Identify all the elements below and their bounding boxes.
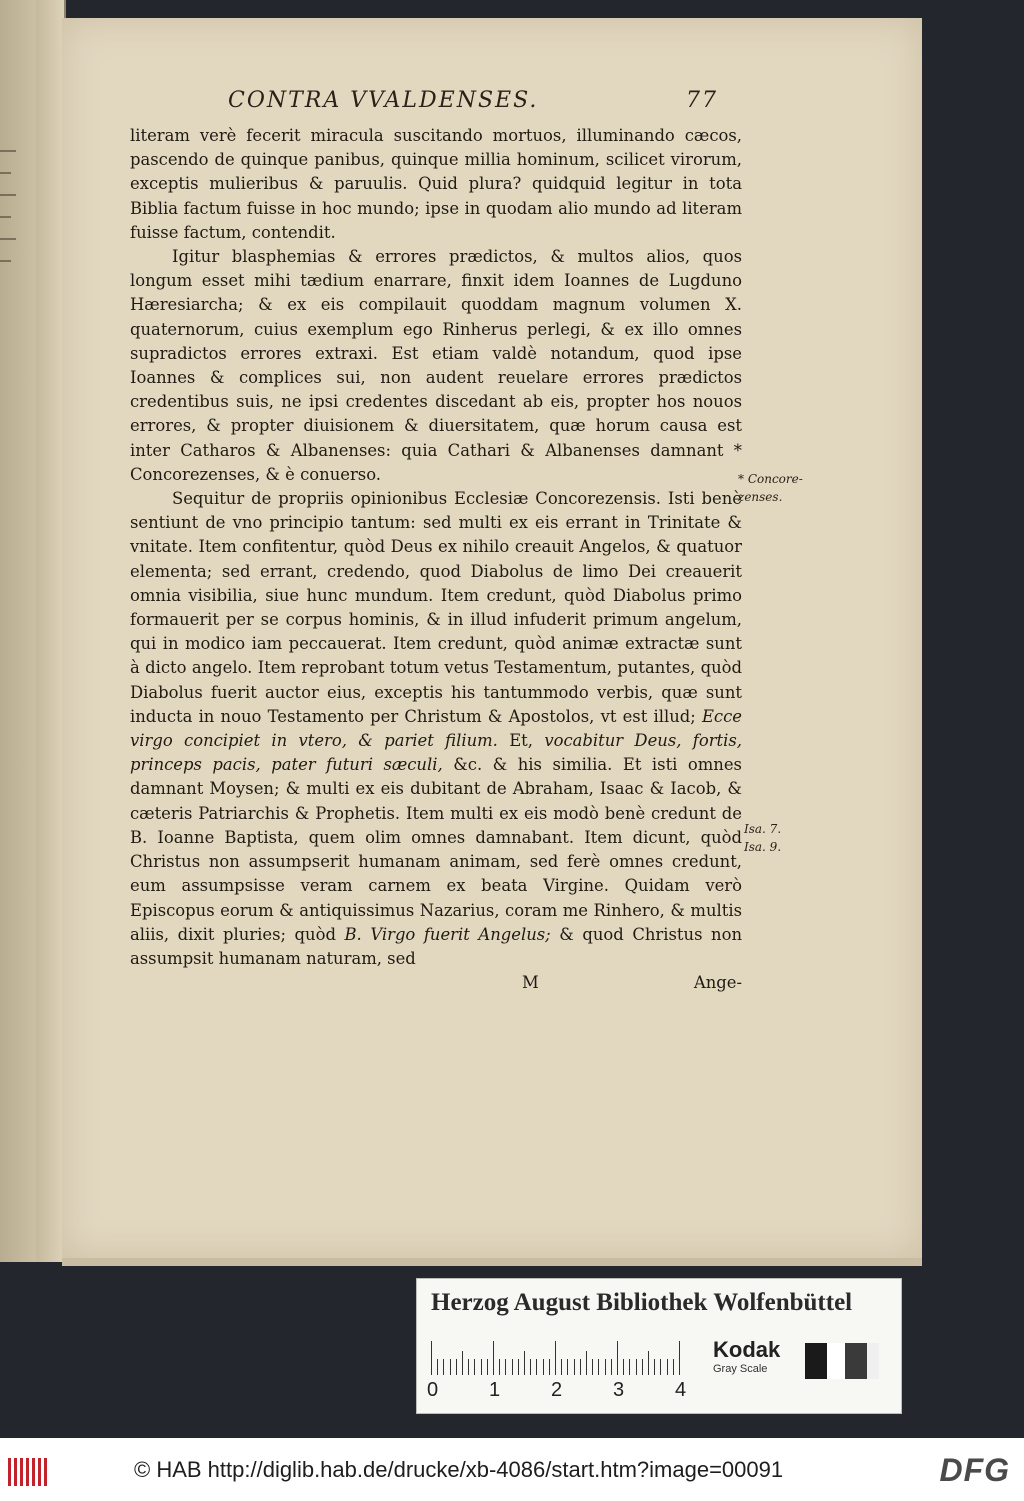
- running-head: CONTRA VVALDENSES.: [228, 88, 539, 113]
- ruler-tick: [468, 1359, 469, 1375]
- ruler-tick: [431, 1341, 432, 1375]
- signature-mark: M: [522, 973, 539, 993]
- ruler-number: 3: [613, 1379, 625, 1401]
- ruler-tick: [555, 1341, 556, 1375]
- margin-note-isaiah: Isa. 7. Isa. 9.: [744, 822, 782, 854]
- kodak-brand: Kodak: [713, 1337, 781, 1362]
- swatch-light: [867, 1343, 879, 1379]
- ruler-tick: [574, 1359, 575, 1375]
- mid-text: Et,: [509, 731, 533, 751]
- ruler-tick: [530, 1359, 531, 1375]
- paragraph-3-start: Sequitur de propriis opinionibus Ecclesiæ Concorezensis. Isti benè sentiunt de vno principio tantum: sed multi ex eis errant in Trinitate & vnitate. Item confitentur, quòd Deus ex nihilo creauit Angelos, & quatuor elementa; sed errant, credendo, quod Diabolus de limo Dei creauerit omnia visibilia, siue hunc mundum. Item credunt, quòd Diabolus primo formauerit per se corpus hominis, & in illud infuderit primum angelum, qui in modico iam peccauerat. Item credunt, quòd animæ extractæ sunt à dicto angelo. Item reprobant totum vetus Testamentum, putantes, quòd Diabolus fuerit auctor eius, exceptis his tantummodo verbis, quæ sunt inducta in nouo Testamento per Christum & Apostolos, vt est illud;: [130, 489, 742, 726]
- library-name: Herzog August Bibliothek Wolfenbüttel: [431, 1289, 853, 1316]
- ruler-tick: [598, 1359, 599, 1375]
- ruler-tick: [536, 1359, 537, 1375]
- paragraph-1: literam verè fecerit miracula suscitando mortuos, illuminando cæcos, pascendo de quinque panibus, quinque millia hominum, scilicet virorum, exceptis mulieribus & paruulis. Quid plura? quidquid legitur in tota Biblia factum fuisse in hoc mundo; ipse in quodam alio mundo ad literam fuisse factum, contendit.: [130, 126, 742, 242]
- ruler-tick: [443, 1359, 444, 1375]
- ruler-tick: [481, 1359, 482, 1375]
- ruler-tick: [605, 1359, 606, 1375]
- hab-logo-icon: [8, 1458, 50, 1486]
- paragraph-3-end: & quod Christus non assumpsit humanam naturam, sed: [130, 924, 742, 968]
- ruler-number: 4: [675, 1379, 687, 1401]
- ruler-tick: [660, 1359, 661, 1375]
- ruler-tick: [524, 1351, 525, 1375]
- swatch-black: [805, 1343, 827, 1379]
- ruler-tick: [648, 1351, 649, 1375]
- ruler-tick: [549, 1359, 550, 1375]
- ruler-tick: [673, 1359, 674, 1375]
- signature-line: [130, 971, 742, 995]
- ruler-tick: [437, 1359, 438, 1375]
- ruler-number: 0: [427, 1379, 439, 1401]
- gray-scale-caption: Gray Scale: [713, 1363, 768, 1375]
- page-header: [228, 88, 718, 122]
- ruler-tick: [642, 1359, 643, 1375]
- copyright-url[interactable]: © HAB http://diglib.hab.de/drucke/xb-4086/start.htm?image=00091: [134, 1457, 784, 1482]
- ruler-tick: [611, 1359, 612, 1375]
- ruler-tick: [636, 1359, 637, 1375]
- ruler-tick: [629, 1359, 630, 1375]
- footer-bar: [0, 1438, 1024, 1501]
- paragraph-3-middle: &c. & his similia. Et isti omnes damnant Moysen; & multi ex eis dubitant de Abraham, Isaac & Iacob, & cæteris Patriarchis & Prophetis. Item multi ex eis modò benè credunt de B. Ioanne Baptista, quem olim omnes damnabant. Item dicunt, quòd Christus non assumpserit humanam animam, sed ferè omnes credunt, eum assumpsisse veram carnem ex beata Virgine. Quidam verò Episcopus eorum & antiquissimus Nazarius, coram me Rinhero, & multis aliis, dixit pluries; quòd: [130, 755, 742, 944]
- paragraph-2: Igitur blasphemias & errores prædictos, & multos alios, quos longum esset mihi tædium enarrare, finxit idem Ioannes de Lugduno Hæresiarcha; & ex eis compilauit quoddam magnum volumen X. quaternorum, cuius exemplum ego Rinherus perlegi, & ex illo omnes supradictos errores extraxi. Est etiam valdè notandum, quod ipse Ioannes & complices sui, non audent reuelare errores prædictos credentibus suis, ne ipsi credentes discedant ab eis, propter hos nouos errores, & propter diuisionem & diuersitatem, quæ horum causa est inter Catharos & Albanenses: quia Cathari & Albanenses damnant * Concorezenses, & è conuerso.: [130, 247, 742, 484]
- ruler-tick: [543, 1359, 544, 1375]
- ruler-tick: [623, 1359, 624, 1375]
- ruler-tick: [561, 1359, 562, 1375]
- ruler-tick: [474, 1359, 475, 1375]
- ruler-tick: [592, 1359, 593, 1375]
- ruler-tick: [667, 1359, 668, 1375]
- page-bottom-edge: [62, 1258, 922, 1266]
- ruler-numbers: [427, 1379, 697, 1405]
- ruler-tick: [450, 1359, 451, 1375]
- ruler-tick: [512, 1359, 513, 1375]
- quote-isaiah-9: vocabitur Deus, fortis, princeps pacis, pater futuri sæculi,: [130, 731, 742, 775]
- ruler-tick: [580, 1359, 581, 1375]
- ruler-tick: [456, 1359, 457, 1375]
- ruler-tick: [505, 1359, 506, 1375]
- folio-number: 77: [686, 88, 718, 113]
- ruler-tick: [567, 1359, 568, 1375]
- ruler-tick: [462, 1351, 463, 1375]
- bleed-through-marks: [0, 130, 26, 282]
- ruler-number: 2: [551, 1379, 563, 1401]
- ruler-tick: [617, 1341, 618, 1375]
- body-text: [130, 124, 742, 1134]
- quote-virgin: B. Virgo fuerit Angelus;: [344, 924, 551, 944]
- ruler-number: 1: [489, 1379, 501, 1401]
- ruler-tick: [654, 1359, 655, 1375]
- ruler-tick: [493, 1341, 494, 1375]
- swatch-white: [827, 1343, 845, 1379]
- ruler-tick: [679, 1341, 680, 1375]
- ruler-tick: [586, 1351, 587, 1375]
- quote-isaiah-7: Ecce virgo concipiet in vtero, & pariet filium.: [130, 706, 742, 751]
- library-color-card: [416, 1278, 902, 1414]
- catchword: Ange-: [693, 973, 742, 993]
- ruler-tick: [518, 1359, 519, 1375]
- gray-swatches: [805, 1343, 879, 1379]
- dfg-logo: DFG: [939, 1452, 1010, 1488]
- swatch-dark-gray: [845, 1343, 867, 1379]
- scale-ruler: [431, 1341, 693, 1375]
- paragraph-3: [130, 487, 742, 971]
- margin-note-concorezenses: * Concore- zenses.: [738, 472, 803, 504]
- ruler-tick: [487, 1359, 488, 1375]
- page-edge-strip: [36, 0, 64, 1262]
- ruler-tick: [499, 1359, 500, 1375]
